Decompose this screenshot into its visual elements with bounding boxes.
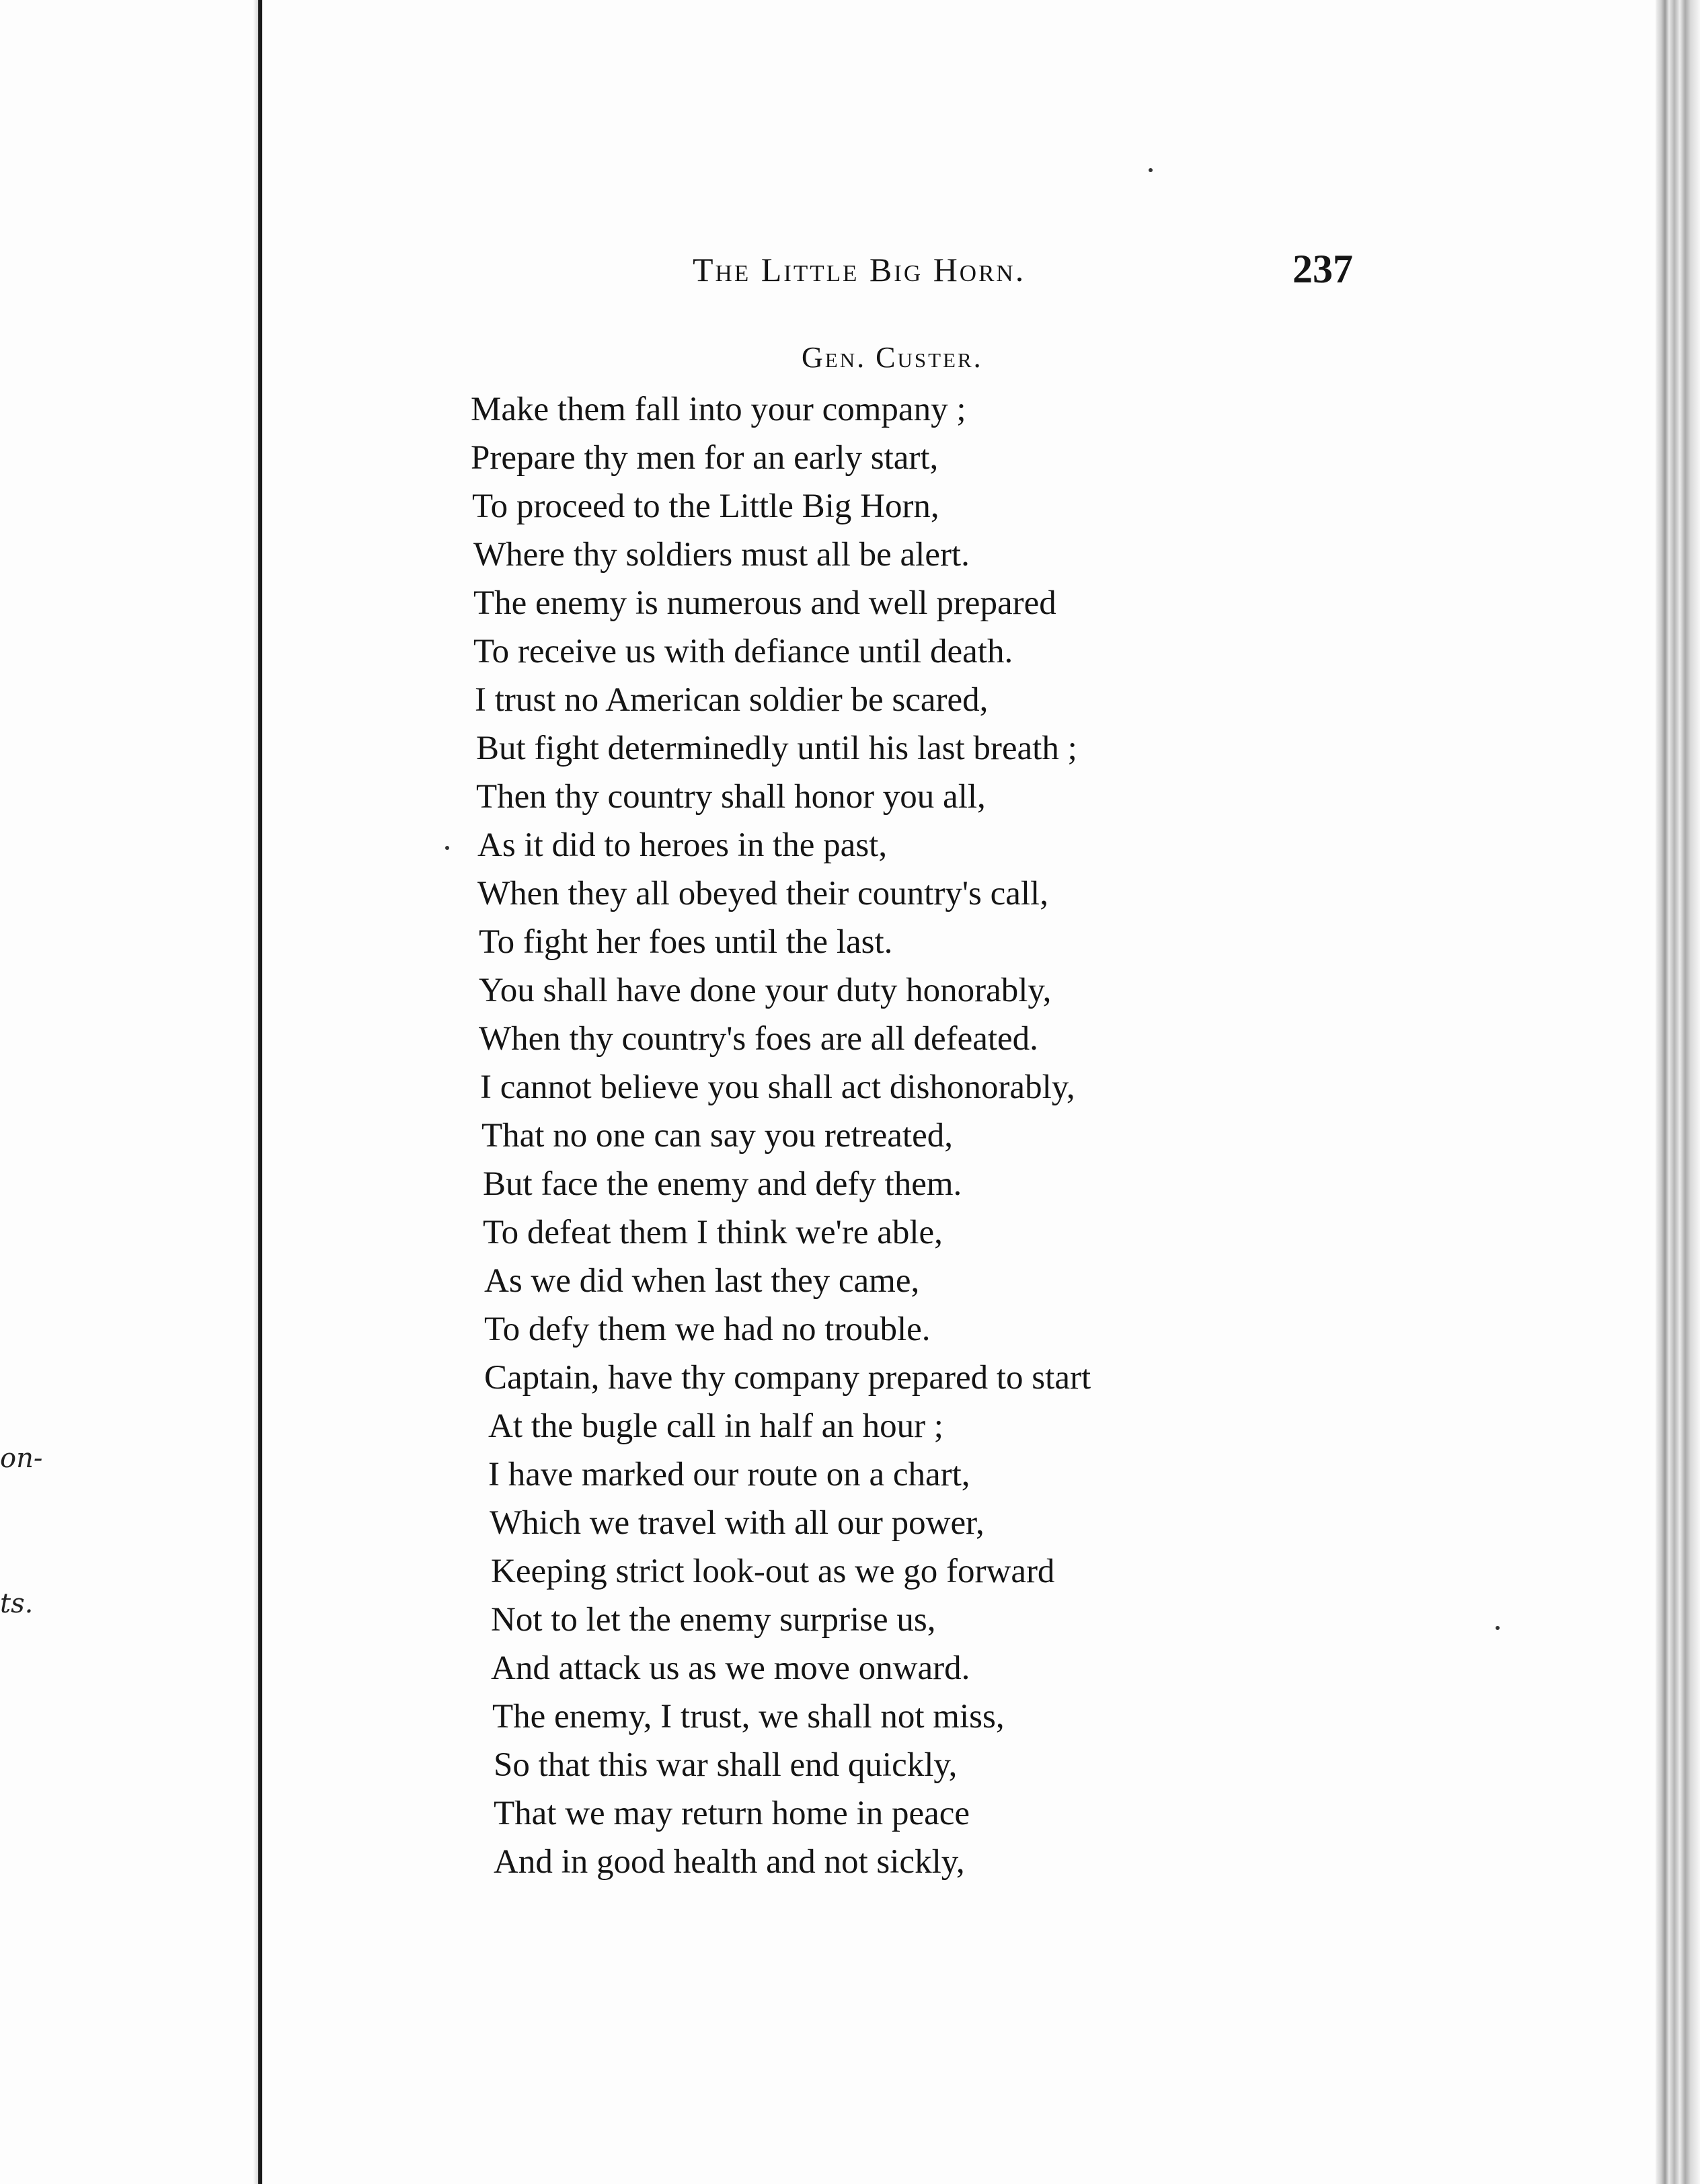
poem-line: As we did when last they came,	[484, 1262, 920, 1300]
poem-line: To defy them we had no trouble.	[484, 1311, 931, 1348]
poem-line: Where thy soldiers must all be alert.	[473, 536, 970, 574]
speaker-heading: Gen. Custer.	[802, 341, 983, 374]
poem-line: The enemy is numerous and well prepared	[473, 584, 1056, 622]
poem-line: That we may return home in peace	[494, 1795, 970, 1832]
poem-line: At the bugle call in half an hour ;	[488, 1407, 943, 1445]
poem-line: When they all obeyed their country's call,	[477, 875, 1048, 912]
poem-line: The enemy, I trust, we shall not miss,	[492, 1698, 1005, 1736]
poem-line: Not to let the enemy surprise us,	[491, 1601, 936, 1639]
poem-line: Captain, have thy company prepared to start	[484, 1359, 1091, 1397]
poem-line: Make them fall into your company ;	[471, 391, 966, 428]
left-page-fragment: ts.	[0, 1588, 34, 1619]
poem-line: Prepare thy men for an early start,	[471, 439, 939, 477]
left-page-edge	[258, 0, 262, 2184]
poem-line: That no one can say you retreated,	[481, 1117, 953, 1155]
poem-line: To defeat them I think we're able,	[483, 1214, 943, 1251]
poem-line: To fight her foes until the last.	[479, 923, 893, 961]
gutter-shadow	[253, 0, 258, 2184]
poem-line: To proceed to the Little Big Horn,	[472, 488, 939, 525]
poem-line: I cannot believe you shall act dishonorably,	[480, 1068, 1075, 1106]
poem-line: Keeping strict look-out as we go forward	[491, 1553, 1055, 1590]
poem-line: But face the enemy and defy them.	[483, 1165, 962, 1203]
scan-speck	[445, 846, 449, 850]
poem-line: I have marked our route on a chart,	[488, 1456, 970, 1493]
running-title: The Little Big Horn.	[693, 251, 1026, 288]
page-number: 237	[1292, 247, 1353, 291]
poem-line: When thy country's foes are all defeated.	[479, 1020, 1038, 1058]
poem-line: As it did to heroes in the past,	[477, 826, 888, 864]
page-stack-edge	[1656, 0, 1700, 2184]
poem-line: Which we travel with all our power,	[490, 1504, 984, 1542]
poem-line: And attack us as we move onward.	[491, 1649, 970, 1687]
poem-line: So that this war shall end quickly,	[494, 1746, 958, 1784]
scan-speck	[1496, 1626, 1500, 1630]
left-page-fragment: on-	[0, 1443, 43, 1474]
scan-speck	[1149, 168, 1153, 172]
poem-line: But fight determinedly until his last breath ;	[476, 730, 1077, 767]
poem-line: You shall have done your duty honorably,	[479, 972, 1052, 1009]
poem-line: And in good health and not sickly,	[494, 1843, 965, 1881]
poem-line: To receive us with defiance until death.	[473, 633, 1013, 670]
poem-line: I trust no American soldier be scared,	[475, 681, 989, 719]
poem-line: Then thy country shall honor you all,	[476, 778, 986, 816]
